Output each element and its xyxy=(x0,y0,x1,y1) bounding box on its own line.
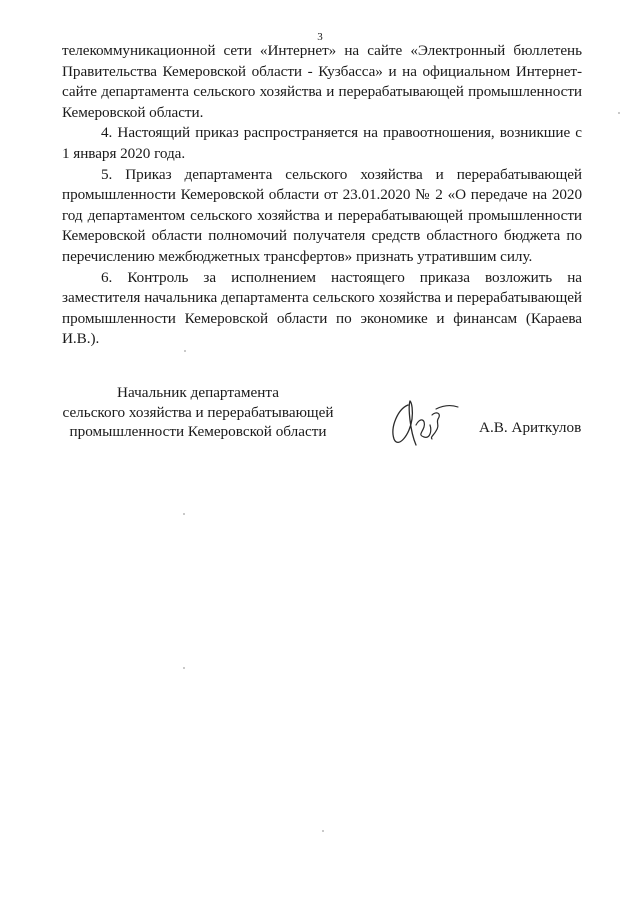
paragraph-continuation: телекоммуникационной сети «Интернет» на сайте «Электронный бюллетень Правительства Кемеровской области - Кузбасса» и на официальном Интернет-сайте департамента сельского хозяйства и перерабатывающей промышленности Кемеровской области. xyxy=(62,42,582,121)
page-number: 3 xyxy=(317,31,323,43)
signatory-position-line: сельского хозяйства и перерабатывающей xyxy=(62,403,334,421)
paragraph-item-4: 4. Настоящий приказ распространяется на правоотношения, возникшие с 1 января 2020 года. xyxy=(62,124,582,162)
scan-speck xyxy=(183,667,185,669)
document-body xyxy=(62,41,582,350)
paragraph-item-5: 5. Приказ департамента сельского хозяйства и перерабатывающей промышленности Кемеровской области от 23.01.2020 № 2 «О передаче на 2020 год департаментом сельского хозяйства и перерабатывающей промышленности Кемеровской области полномочий получателя средств областного бюджета по перечислению межбюджетных трансфертов» признать утратившим силу. xyxy=(62,165,582,265)
scan-speck xyxy=(322,830,324,832)
scan-speck xyxy=(618,112,620,114)
signatory-position-line: промышленности Кемеровской области xyxy=(69,423,327,440)
paragraph-item-6: 6. Контроль за исполнением настоящего приказа возложить на заместителя начальника департамента сельского хозяйства и перерабатывающей промышленности Кемеровской области по экономике и финансам (Караева И.В.). xyxy=(62,268,582,348)
signatory-position xyxy=(40,383,356,442)
handwritten-signature xyxy=(386,395,464,451)
scan-speck xyxy=(183,513,185,515)
signatory-position-line: Начальник департамента xyxy=(117,384,279,401)
signer-name: А.В. Ариткулов xyxy=(479,419,582,436)
scan-speck xyxy=(184,350,186,352)
